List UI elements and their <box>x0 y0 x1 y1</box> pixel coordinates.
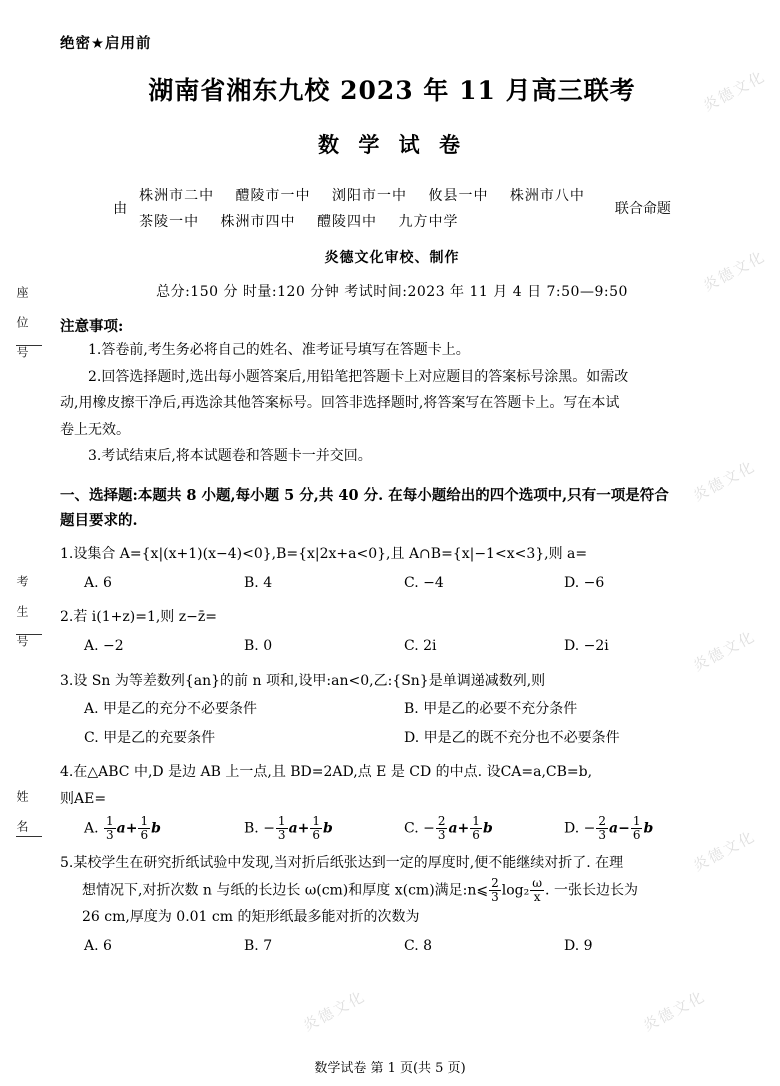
fraction-numerator: 1 <box>472 813 480 828</box>
question-number: 5. <box>60 854 74 871</box>
question-line-3: 26 cm,厚度为 0.01 cm 的矩形纸最多能对折的次数为 <box>82 908 420 925</box>
fraction-denominator: 6 <box>632 827 641 842</box>
fraction-numerator: 1 <box>106 813 114 828</box>
document-body <box>60 32 724 959</box>
fraction-denominator: 3 <box>277 827 286 842</box>
section-heading <box>60 483 724 534</box>
fraction-numerator: ω <box>532 875 543 890</box>
option-d[interactable] <box>564 815 724 842</box>
option-d[interactable]: D. 9 <box>564 937 593 954</box>
option-a[interactable]: A. 甲是乙的充分不必要条件 <box>84 701 258 718</box>
option-d[interactable]: D. 甲是乙的既不充分也不必要条件 <box>404 729 620 746</box>
option-b[interactable] <box>244 815 404 842</box>
option-c[interactable]: C. 甲是乙的充要条件 <box>84 729 216 746</box>
joint-label: 联合命题 <box>614 201 671 217</box>
school-name: 株洲市八中 <box>509 188 585 204</box>
options-row <box>60 633 724 660</box>
margin-rule-1 <box>16 345 42 346</box>
option-mid: a+ <box>116 820 138 837</box>
option-c[interactable] <box>404 815 564 842</box>
fraction-numerator: 1 <box>632 813 641 828</box>
secret-label: 绝密★启用前 <box>60 36 152 52</box>
maker-line: 炎德文化审校、制作 <box>324 250 460 266</box>
option-prefix: D. − <box>564 820 596 837</box>
schools-row-1 <box>139 185 601 205</box>
page-title: 湖南省湘东九校 2023 年 11 月高三联考 <box>148 76 636 105</box>
fraction <box>104 815 116 842</box>
schools-row-2 <box>139 211 601 231</box>
school-name: 株洲市二中 <box>139 188 215 204</box>
question-3 <box>60 668 724 752</box>
option-b[interactable]: B. 0 <box>244 638 273 655</box>
fraction-denominator: 6 <box>312 827 321 842</box>
option-post: b <box>151 820 161 837</box>
school-name: 攸县一中 <box>428 188 489 204</box>
fraction <box>596 815 608 842</box>
fraction-numerator: 1 <box>140 813 149 828</box>
options-row <box>60 815 724 842</box>
option-mid: a+ <box>448 820 470 837</box>
fraction-denominator: 6 <box>140 827 149 842</box>
option-b[interactable]: B. 7 <box>244 937 273 954</box>
question-4 <box>60 759 724 842</box>
school-name: 醴陵四中 <box>317 214 377 230</box>
option-b[interactable]: B. 甲是乙的必要不充分条件 <box>404 701 578 718</box>
option-a[interactable]: A. −2 <box>84 638 124 655</box>
school-name: 株洲市四中 <box>220 214 296 230</box>
option-mid: a+ <box>288 820 310 837</box>
option-post: b <box>323 820 333 837</box>
watermark: 炎德文化 <box>299 987 369 1035</box>
option-a[interactable]: A. 6 <box>84 574 112 591</box>
log-symbol: log₂ <box>501 882 530 899</box>
section-heading-line2: 题目要求的. <box>60 511 138 529</box>
schools-by-label: 由 <box>113 201 128 217</box>
option-post: b <box>482 820 493 837</box>
fraction-denominator: 6 <box>472 827 480 842</box>
question-text <box>60 541 724 568</box>
options-row <box>60 725 724 752</box>
schools-lines <box>139 185 601 231</box>
notice-item: 1.答卷前,考生务必将自己的姓名、准考证号填写在答题卡上。 <box>88 342 470 358</box>
section-heading-line1: 一、选择题:本题共 8 小题,每小题 5 分,共 40 分. 在每小题给出的四个选项中,只有一项是符合 <box>60 486 669 504</box>
fraction-numerator: 1 <box>312 813 321 828</box>
question-5 <box>60 850 724 959</box>
notice-item: 3.考试结束后,将本试题卷和答题卡一并交回。 <box>88 448 372 464</box>
school-name: 浏阳市一中 <box>332 188 407 204</box>
margin-label-examid: 考 生 号 <box>15 575 29 649</box>
margin-label-name: 姓 名 <box>15 790 29 834</box>
option-prefix: A. <box>84 820 104 837</box>
question-2 <box>60 604 724 659</box>
question-text <box>60 668 724 695</box>
watermark: 炎德文化 <box>689 457 759 505</box>
question-text <box>60 604 724 631</box>
notice-item: 卷上无效。 <box>60 421 130 438</box>
question-number: 2. <box>60 609 74 626</box>
option-c[interactable]: C. 8 <box>404 937 433 954</box>
question-text <box>60 850 724 877</box>
question-line-2 <box>60 877 724 904</box>
option-post: b <box>643 820 654 837</box>
question-continuation: 则AE= <box>60 791 107 807</box>
question-body: 设 Sn 为等差数列{an}的前 n 项和,设甲:an<0,乙:{Sn}是单调递减数列,则 <box>73 672 546 689</box>
option-a[interactable] <box>84 815 244 842</box>
school-name: 九方中学 <box>398 214 459 230</box>
question-number: 4. <box>60 764 74 781</box>
fraction-denominator: x <box>533 889 541 904</box>
option-d[interactable]: D. −6 <box>564 574 605 591</box>
option-mid: a− <box>609 820 630 837</box>
question-body: 若 i(1+z)=1,则 z−z̄= <box>73 609 217 626</box>
schools-block <box>60 185 724 231</box>
option-c[interactable]: C. 2i <box>404 638 437 655</box>
question-number: 3. <box>60 672 74 689</box>
watermark: 炎德文化 <box>689 627 759 675</box>
school-name: 茶陵一中 <box>139 214 200 230</box>
question-body: 在△ABC 中,D 是边 AB 上一点,且 BD=2AD,点 E 是 CD 的中点. 设CA=a,CB=b, <box>73 764 593 781</box>
fraction-numerator: 1 <box>277 813 286 828</box>
fraction-denominator: 3 <box>437 827 446 842</box>
option-b[interactable]: B. 4 <box>244 574 273 591</box>
question-text <box>60 759 724 786</box>
school-name: 醴陵市一中 <box>235 188 311 204</box>
fraction-denominator: 3 <box>491 889 499 904</box>
option-prefix: C. − <box>404 820 435 837</box>
option-d[interactable]: D. −2i <box>564 638 609 655</box>
question-body: 某校学生在研究折纸试验中发现,当对折后纸张达到一定的厚度时,便不能继续对折了. 在理 <box>73 854 624 871</box>
options-row <box>60 696 724 723</box>
option-a[interactable]: A. 6 <box>84 937 112 954</box>
options-row <box>60 570 724 597</box>
fraction <box>276 815 288 842</box>
notice-item: 2.回答选择题时,选出每小题答案后,用铅笔把答题卡上对应题目的答案标号涂黑。如需改 <box>88 368 629 385</box>
margin-label-seat: 座 位 号 <box>15 286 29 360</box>
fraction-numerator: 2 <box>491 875 499 890</box>
fraction-denominator: 3 <box>598 827 606 842</box>
watermark: 炎德文化 <box>699 247 769 295</box>
question-body-pre: 想情况下,对折次数 n 与纸的长边长 ω(cm)和厚度 x(cm)满足:n⩽ <box>82 882 489 899</box>
option-prefix: B. − <box>244 820 275 837</box>
option-c[interactable]: C. −4 <box>404 574 444 591</box>
page-footer: 数学试卷 第 1 页(共 5 页) <box>314 1061 466 1076</box>
fraction-denominator: 3 <box>106 827 114 842</box>
margin-rule-3 <box>16 836 42 837</box>
margin-rule-2 <box>16 634 42 635</box>
score-line: 总分:150 分 时量:120 分钟 考试时间:2023 年 11 月 4 日 7:50—9:50 <box>156 284 628 300</box>
fraction <box>530 877 544 904</box>
question-1 <box>60 541 724 596</box>
notice-item: 动,用橡皮擦干净后,再选涂其他答案标号。回答非选择题时,将答案写在答题卡上。写在本试 <box>60 395 620 411</box>
question-number: 1. <box>60 546 74 563</box>
fraction <box>310 815 322 842</box>
fraction-numerator: 2 <box>598 813 606 828</box>
watermark: 炎德文化 <box>699 67 769 115</box>
page-subtitle: 数 学 试 卷 <box>318 132 466 157</box>
fraction <box>631 815 643 842</box>
options-row <box>60 933 724 960</box>
watermark: 炎德文化 <box>689 827 759 875</box>
question-body-post: . 一张长边长为 <box>545 882 638 899</box>
fraction <box>138 815 150 842</box>
watermark: 炎德文化 <box>639 987 709 1035</box>
fraction <box>470 815 482 842</box>
question-body: 设集合 A={x|(x+1)(x−4)<0},B={x|2x+a<0},且 A∩B={x|−1<x<3},则 a= <box>73 546 588 563</box>
fraction-numerator: 2 <box>437 813 446 828</box>
fraction <box>436 815 448 842</box>
notice-heading: 注意事项: <box>60 318 124 335</box>
fraction <box>489 877 501 904</box>
